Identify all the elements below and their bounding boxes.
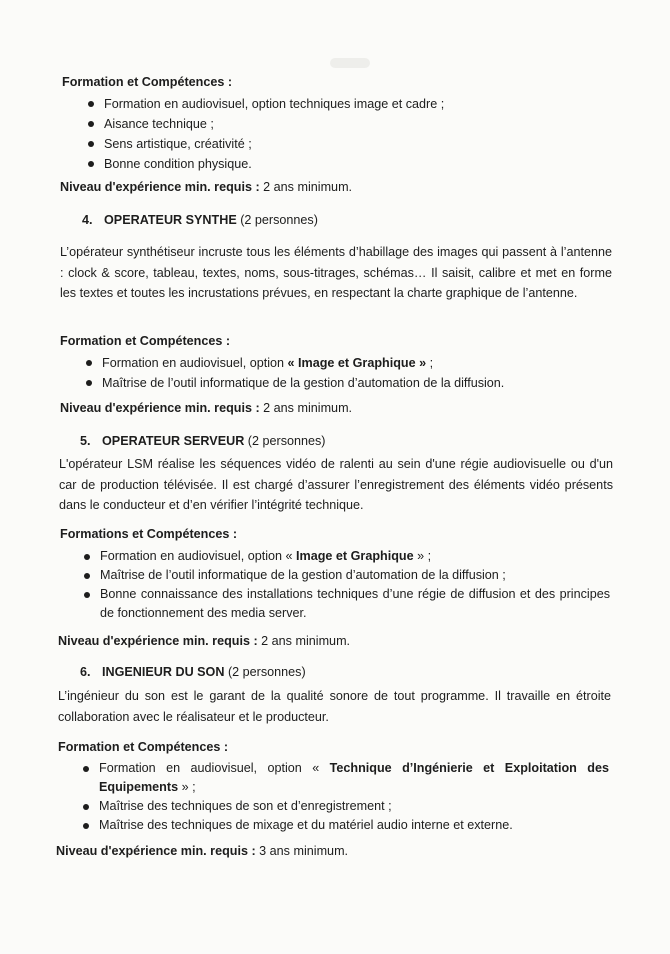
s5-item1-bold: Image et Graphique [296, 549, 414, 563]
s6-formation-title: Formation et Compétences : [58, 740, 229, 754]
s3-formation-title: Formation et Compétences : [62, 75, 233, 89]
s6-item: Maîtrise des techniques de son et d’enregistrement ; [77, 797, 609, 816]
s4-item: Maîtrise de l’outil informatique de la gestion d’automation de la diffusion. [80, 373, 610, 393]
s4-description: L’opérateur synthétiseur incruste tous les éléments d’habillage des images qui passent à l’antenne : clock & score, tableau, textes, noms, sous-titrages, schémas… Il saisit, calibre et met en forme les textes et toutes les incrustations prévues, en respectant la charte graphique de l’antenne. [60, 245, 612, 300]
s5-list [78, 547, 610, 623]
s6-niveau [56, 841, 348, 861]
s4-item1-text: Formation en audiovisuel, option [102, 356, 285, 370]
s4-niveau-label: Niveau d'expérience min. requis : [60, 401, 260, 415]
s3-item: Bonne condition physique. [82, 154, 602, 174]
s6-item1-end: » ; [181, 780, 196, 794]
s6-item1-text: Formation en audiovisuel, option « [99, 761, 320, 775]
s4-niveau-value: 2 ans minimum. [263, 401, 353, 415]
s6-item1-bold: Technique d’Ingénierie et Exploitation des Equipements [99, 761, 609, 794]
s4-title: OPERATEUR SYNTHE [104, 213, 237, 227]
s4-persons: (2 personnes) [240, 213, 318, 227]
s6-description: L’ingénieur du son est le garant de la qualité sonore de tout programme. Il travaille en étroite collaboration avec le réalisateur et le producteur. [58, 689, 611, 724]
s6-number: 6. [80, 665, 91, 679]
s3-niveau [60, 177, 352, 197]
s6-title: INGENIEUR DU SON [102, 665, 225, 679]
s5-description: L'opérateur LSM réalise les séquences vidéo de ralenti au sein d'une régie audiovisuelle ou d'un car de production télévisée. Il est chargé d’assurer l’enregistrement des éléments vidéo présents dans le conducteur et d’en vérifier l’intégrité technique. [59, 457, 613, 512]
s4-item1-bold: « Image et Graphique » [287, 356, 427, 370]
s4-niveau [60, 398, 352, 418]
s6-heading [80, 662, 306, 682]
s5-item1-text: Formation en audiovisuel, option « [100, 549, 293, 563]
s4-number: 4. [82, 213, 93, 227]
s6-list [77, 759, 609, 835]
s6-item [77, 759, 609, 797]
s4-item1-end: ; [429, 356, 434, 370]
s5-item [78, 547, 610, 566]
s3-item: Formation en audiovisuel, option techniques image et cadre ; [82, 94, 602, 114]
s3-item: Sens artistique, créativité ; [82, 134, 602, 154]
s4-list [80, 353, 610, 393]
s4-formation-title: Formation et Compétences : [60, 334, 231, 348]
s6-persons: (2 personnes) [227, 665, 306, 679]
s3-niveau-value: 2 ans minimum. [263, 180, 353, 194]
scan-smudge [330, 58, 370, 68]
s4-item [80, 353, 610, 373]
s5-heading [80, 431, 326, 451]
s5-formation-title: Formations et Compétences : [60, 527, 238, 541]
s6-item: Maîtrise des techniques de mixage et du matériel audio interne et externe. [77, 816, 609, 835]
s5-number: 5. [80, 434, 91, 448]
s5-item: Bonne connaissance des installations techniques d’une régie de diffusion et des principes de fonctionnement des media server. [78, 585, 610, 623]
s6-niveau-value: 3 ans minimum. [259, 844, 349, 858]
s5-item: Maîtrise de l’outil informatique de la gestion d’automation de la diffusion ; [78, 566, 610, 585]
s6-niveau-label: Niveau d'expérience min. requis : [56, 844, 256, 858]
s5-persons: (2 personnes) [247, 434, 326, 448]
s5-item1-end: » ; [417, 549, 432, 563]
s5-title: OPERATEUR SERVEUR [102, 434, 245, 448]
s4-heading [82, 210, 318, 230]
s5-niveau-value: 2 ans minimum. [261, 634, 351, 648]
s3-item: Aisance technique ; [82, 114, 602, 134]
s5-niveau-label: Niveau d'expérience min. requis : [58, 634, 258, 648]
s5-niveau [58, 631, 350, 651]
s3-list [82, 94, 602, 174]
s3-niveau-label: Niveau d'expérience min. requis : [60, 180, 260, 194]
